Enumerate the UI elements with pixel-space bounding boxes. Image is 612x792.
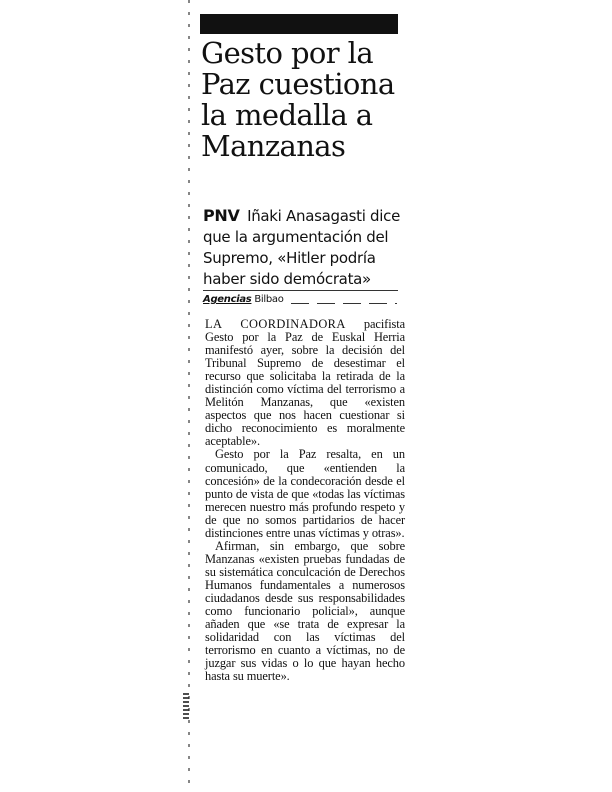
subhead-text: Iñaki Anasagasti dice que la argumentación del Supremo, «Hitler podría haber sido demócrata» <box>203 207 400 288</box>
headline: Gesto por la Paz cuestiona la medalla a Manzanas <box>201 36 395 163</box>
paragraph-3: Afirman, sin embargo, que sobre Manzanas «existen pruebas fundadas de su sistemática conculcación de Derechos Humanos fundamentales a numerosos ciudadanos desde sus responsabilidades como funcionario policial», aunque añaden que «se trata de expresar la solidaridad con las víctimas del terrorismo en cuanto a víctimas, no de juzgar sus vidas o lo que hayan hecho hasta su muerte». <box>205 538 405 684</box>
byline <box>203 294 284 305</box>
subhead-tag: PNV <box>203 206 240 225</box>
byline-row <box>203 290 398 309</box>
article-body <box>205 318 405 683</box>
byline-agency: Agencias <box>203 294 252 305</box>
paragraph-1 <box>205 318 405 448</box>
fold-line <box>188 0 190 790</box>
subheadline <box>203 205 403 290</box>
lead-in: LA COORDINADORA <box>205 317 346 331</box>
margin-mark <box>183 693 189 719</box>
section-bar <box>200 14 398 34</box>
byline-dashes <box>291 303 397 304</box>
paragraph-1-text: pacifista Gesto por la Paz de Euskal Herria manifestó ayer, sobre la decisión del Tribunal Supremo de desestimar el recurso que solicitaba la retirada de la distinción como víctima del terrorismo a Melitón Manzanas, que «existen aspectos que nos hacen cuestionar si dicho reconocimiento es moralmente aceptable». <box>205 317 405 449</box>
paragraph-2: Gesto por la Paz resalta, en un comunicado, que «entienden la concesión» de la condecoración desde el punto de vista de que «todas las víctimas merecen nuestro más profundo respeto y de que no somos partidarios de hacer distinciones entre unas víctimas y otras». <box>205 447 405 540</box>
byline-city: Bilbao <box>254 294 284 305</box>
